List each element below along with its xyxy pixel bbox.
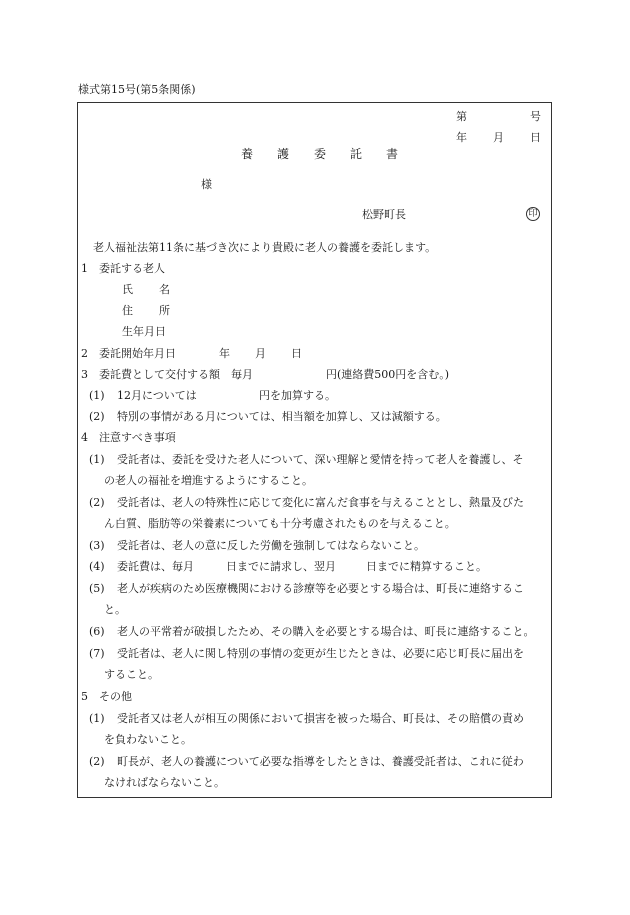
item-number: (1) bbox=[89, 712, 105, 725]
seal-mark: 印 bbox=[526, 207, 540, 221]
item-number: (5) bbox=[89, 582, 105, 595]
start-year-label: 年 bbox=[219, 347, 230, 360]
doc-number-prefix: 第 bbox=[456, 110, 467, 123]
date-day-label: 日 bbox=[530, 131, 541, 144]
notice-item-line: の老人の福祉を増進するようにすること。 bbox=[104, 474, 313, 487]
notice-item-line: と。 bbox=[104, 603, 126, 616]
notice-item-text: 日までに請求し、翌月 bbox=[226, 560, 336, 573]
other-item-line: 町長が、老人の養護について必要な指導をしたときは、養護受託者は、これに従わ bbox=[117, 755, 524, 768]
section-5-heading: 5 その他 bbox=[81, 690, 132, 703]
item-number: (7) bbox=[89, 647, 105, 660]
intro-text: 老人福祉法第11条に基づき次により貴殿に老人の養護を委託します。 bbox=[93, 241, 437, 254]
title-char: 養 bbox=[241, 147, 254, 161]
special-month-text: 特別の事情がある月については、相当額を加算し、又は減額する。 bbox=[117, 410, 447, 423]
item-number: (2) bbox=[89, 496, 105, 509]
notice-item-line: 受託者は、老人の意に反した労働を強制してはならないこと。 bbox=[117, 539, 425, 552]
issuer-name: 松野町長 bbox=[362, 208, 406, 221]
date-year-label: 年 bbox=[456, 131, 467, 144]
address-label-char: 住 bbox=[122, 304, 133, 317]
section-3-heading: 3 委託費として交付する額 毎月 bbox=[81, 368, 253, 381]
name-label-char: 氏 bbox=[122, 283, 133, 296]
notice-item-line: 老人の平常着が破損したため、その購入を必要とする場合は、町長に連絡すること。 bbox=[117, 625, 535, 638]
other-item-line: を負わないこと。 bbox=[104, 733, 192, 746]
address-label-char: 所 bbox=[159, 304, 170, 317]
item-number: (4) bbox=[89, 560, 105, 573]
date-month-label: 月 bbox=[493, 131, 504, 144]
notice-item-line: すること。 bbox=[104, 668, 159, 681]
notice-item-line: 受託者は、委託を受けた老人について、深い理解と愛情を持って老人を養護し、そ bbox=[117, 453, 524, 466]
december-text: 12月については bbox=[117, 389, 197, 402]
document-frame bbox=[77, 102, 552, 798]
notice-item-text: 委託費は、毎月 bbox=[117, 560, 194, 573]
section-1-heading: 1 委託する老人 bbox=[81, 262, 165, 275]
item-number: (6) bbox=[89, 625, 105, 638]
section-4-heading: 4 注意すべき事項 bbox=[81, 431, 176, 444]
doc-number-suffix: 号 bbox=[530, 110, 541, 123]
notice-item-line: 老人が疾病のため医療機関における診療等を必要とする場合は、町長に連絡するこ bbox=[117, 582, 524, 595]
start-month-label: 月 bbox=[255, 347, 266, 360]
other-item-line: なければならないこと。 bbox=[104, 776, 225, 789]
start-day-label: 日 bbox=[291, 347, 302, 360]
item-number: (1) bbox=[89, 389, 105, 402]
item-number: (3) bbox=[89, 539, 105, 552]
birthdate-label: 生年月日 bbox=[122, 325, 166, 338]
section-2-heading: 2 委託開始年月日 bbox=[81, 347, 176, 360]
notice-item-line: 受託者は、老人に関し特別の事情の変更が生じたときは、必要に応じ町長に届出を bbox=[117, 647, 524, 660]
item-number: (2) bbox=[89, 755, 105, 768]
title-char: 書 bbox=[386, 147, 399, 161]
item-number: (1) bbox=[89, 453, 105, 466]
december-add-text: 円を加算する。 bbox=[259, 389, 336, 402]
form-number-label: 様式第15号(第5条関係) bbox=[78, 83, 196, 96]
notice-item-line: ん白質、脂肪等の栄養素についても十分考慮されたものを与えること。 bbox=[104, 517, 456, 530]
title-char: 託 bbox=[350, 147, 363, 161]
title-char: 護 bbox=[277, 147, 290, 161]
addressee-suffix: 様 bbox=[201, 178, 212, 191]
notice-item-text: 日までに精算すること。 bbox=[366, 560, 487, 573]
notice-item-line: 受託者は、老人の特殊性に応じて変化に富んだ食事を与えることとし、熱量及びた bbox=[117, 496, 524, 509]
item-number: (2) bbox=[89, 410, 105, 423]
title-char: 委 bbox=[314, 147, 327, 161]
other-item-line: 受託者又は老人が相互の関係において損害を被った場合、町長は、その賠償の責め bbox=[117, 712, 524, 725]
name-label-char: 名 bbox=[159, 283, 170, 296]
fee-yen-note: 円(連絡費500円を含む。) bbox=[326, 368, 450, 381]
